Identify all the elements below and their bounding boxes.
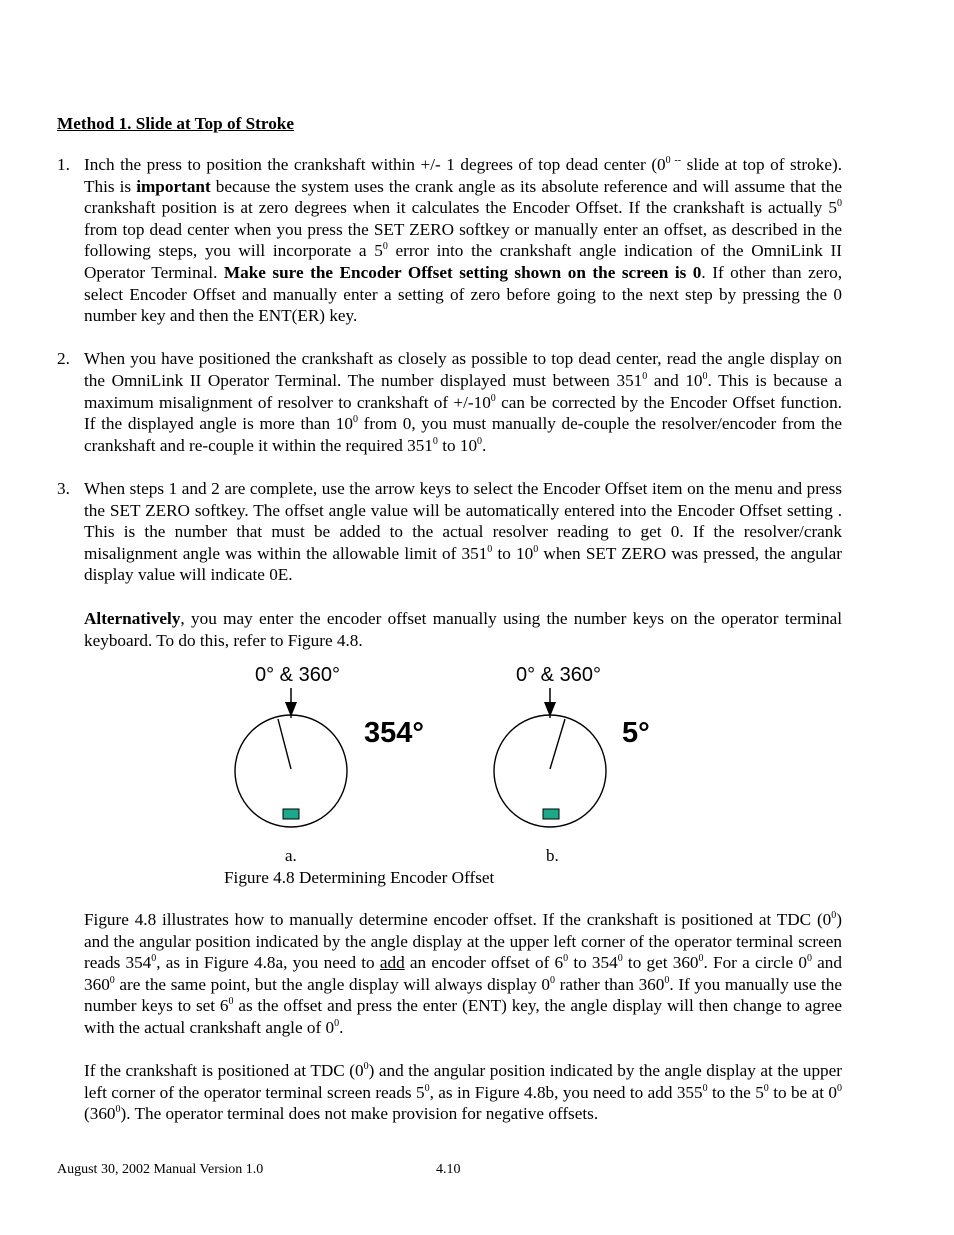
superscript: 0 [487,543,493,555]
paragraph-text: (360 [84,1104,116,1124]
paragraph-text: . [339,1017,344,1037]
superscript: 0 [228,996,234,1008]
step-text: . This is because a maximum misalignment of resolver to crankshaft of +/-10 [84,370,842,412]
underlined-text: add [379,953,405,973]
superscript: 0 [702,1082,708,1094]
figure-a-crank-pointer [278,719,291,769]
paragraph-text: , as in Figure 4.8a, you need to [156,953,380,973]
superscript: 0 [763,1082,769,1094]
step-text: from top dead center when you press the SET ZERO softkey or manually enter an offset, as described in the following steps, you will incorporate a 5 [84,219,842,261]
step-text: error into the crankshaft angle indication of the OmniLink II Operator Terminal. [84,241,842,282]
superscript: 0 [702,370,708,382]
step-text: because the system uses the crank angle as its absolute reference and will assume that the crankshaft position is at zero degrees when it calculates the Encoder Offset. If the crankshaft is actually 5 [84,176,842,218]
step-text: can be corrected by the Encoder Offset function. If the displayed angle is more than 10 [84,392,842,434]
paragraph-text: rather than 360 [554,974,665,994]
figure-a-marker [283,809,299,819]
superscript: 0 [382,241,388,253]
paragraph-text: Figure 4.8 illustrates how to manually determine encoder offset. If the crankshaft is positioned at TDC (0 [84,910,832,929]
superscript: 0 [363,1061,369,1072]
step-number: 3. [57,478,70,498]
section-heading: Method 1. Slide at Top of Stroke [57,114,294,133]
superscript: 0 [115,1104,121,1116]
step-text: to 10 [492,543,534,563]
paragraph-text: to 354 [568,953,618,973]
figure-a-angle-readout: 354° [364,717,424,749]
paragraph-text: ) and the angular position indicated by the angle display at the upper left corner of the operator terminal screen reads 354 [84,910,842,973]
figure-b-marker [543,809,559,819]
step-number: 2. [57,349,70,369]
bold-text: important [136,176,211,196]
figure-a-label: a. [285,846,297,865]
figure-b-crank-pointer [550,719,565,769]
step-text: slide at top of stroke). This is [84,155,842,196]
superscript: 0 [151,953,157,965]
superscript: 0 [334,1017,340,1029]
figure-explanation-paragraph [84,909,842,1039]
figure-b-angle-readout: 5° [622,717,650,749]
superscript: 0 [698,953,704,965]
paragraph-text: and 360 [84,953,842,994]
superscript: 0 [837,1082,842,1094]
superscript: 0 [664,974,670,986]
superscript: 0 [837,198,842,210]
paragraph-text: to be at 0 [768,1082,837,1102]
negative-offset-paragraph [84,1060,842,1125]
step-text: . If other than zero, select Encoder Offset and manually enter a setting of zero before going to the next step by pressing the 0 number key and then the ENT(ER) key. [84,262,843,326]
figure-b-label: b. [546,846,559,865]
step-text: . [482,435,487,455]
figure-b-top-label: 0° & 360° [516,664,601,686]
step-text: and 10 [647,370,703,390]
superscript: 0 [806,953,812,965]
paragraph-text: ) and the angular position indicated by the angle display at the upper left corner of the operator terminal screen reads 5 [84,1061,842,1102]
step-text: when SET ZERO was pressed, the angular display value will indicate 0E. [84,543,842,585]
step-text: Inch the press to position the crankshaft within +/- 1 degrees of top dead center (0 [84,155,666,174]
superscript: 0 [563,953,569,965]
paragraph-text: ). The operator terminal does not make provision for negative offsets. [120,1104,599,1124]
paragraph-text: an encoder offset of 6 [404,953,564,973]
superscript: 0 [642,370,648,382]
paragraph-text: , as in Figure 4.8b, you need to add 355 [429,1082,703,1102]
paragraph-text: to the 5 [707,1082,764,1102]
superscript: 0 [424,1082,430,1094]
superscript: 0 [490,392,496,404]
paragraph-text: as the offset and press the enter (ENT) key, the angle display will then change to agree with the actual crankshaft angle of 0 [84,996,842,1037]
superscript: 0 [617,953,623,965]
superscript: 0 [477,435,483,447]
paragraph-text: , you may enter the encoder offset manually using the number keys on the operator terminal keyboard. To do this, refer to Figure 4.8. [84,609,842,650]
step-text: When steps 1 and 2 are complete, use the arrow keys to select the Encoder Offset item on the menu and press the SET ZERO softkey. The offset angle value will be automatically entered into the Encoder Offset setting . This is the number that must be added to the actual resolver reading to get 0. If the resolver/crank misalignment angle was within the allowable limit of 351 [84,478,842,563]
superscript: 0 -- [665,155,682,166]
bold-text: Alternatively [84,609,181,628]
paragraph-text: . If you manually use the number keys to set 6 [84,974,842,1016]
paragraph-text: If the crankshaft is positioned at TDC (0 [84,1061,364,1080]
figure-caption: Figure 4.8 Determining Encoder Offset [224,868,495,887]
paragraph-text: to get 360 [622,953,699,973]
superscript: 0 [432,435,438,447]
page-number: 4.10 [436,1162,461,1177]
superscript: 0 [831,910,837,921]
superscript: 0 [352,414,358,426]
figure-a-top-label: 0° & 360° [255,664,340,686]
paragraph-text: are the same point, but the angle display will always display 0 [114,974,550,994]
footer-date-version: August 30, 2002 Manual Version 1.0 [57,1162,264,1177]
bold-text: Make sure the Encoder Offset setting shown on the screen is 0 [223,262,702,282]
step-text: from 0, you must manually de-couple the resolver/encoder from the crankshaft and re-couple it within the required 351 [84,414,842,455]
step-number: 1. [57,155,70,174]
step-text: When you have positioned the crankshaft as closely as possible to top dead center, read the angle display on the OmniLink II Operator Terminal. The number displayed must between 351 [84,349,842,390]
superscript: 0 [533,543,539,555]
step-text: to 10 [437,435,478,455]
paragraph-text: . For a circle 0 [703,953,807,973]
superscript: 0 [549,974,555,986]
superscript: 0 [109,974,115,986]
